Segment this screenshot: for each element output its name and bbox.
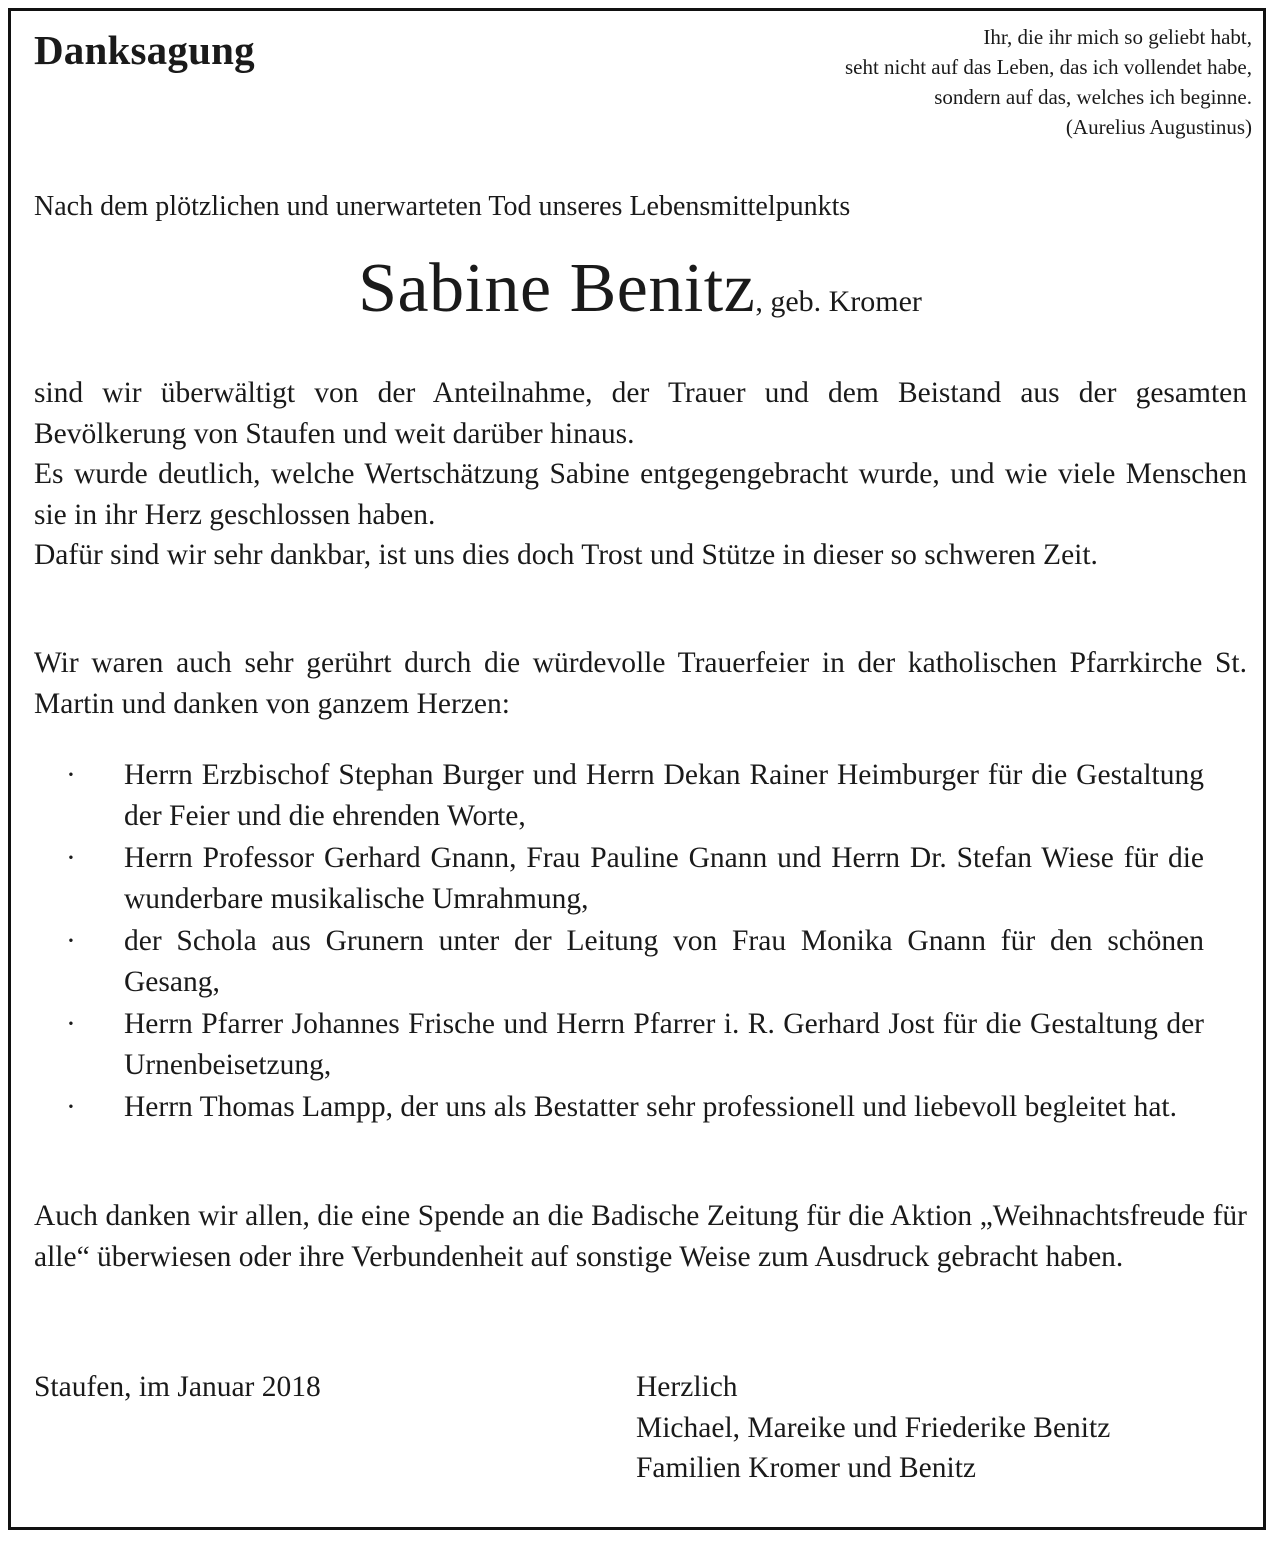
thanks-list — [34, 755, 1204, 1130]
paragraph-text: sind wir überwältigt von der Anteilnahme, der Trauer und dem Beistand aus der gesamten Bevölkerung von Staufen und weit darüber hinaus. — [34, 377, 1247, 450]
signature-block — [636, 1367, 1110, 1489]
paragraph-text: Dafür sind wir sehr dankbar, ist uns dies doch Trost und Stütze in dieser so schweren Zeit. — [34, 539, 1098, 571]
deceased-maiden-name: , geb. Kromer — [755, 285, 922, 318]
deceased-name: Sabine Benitz — [358, 250, 756, 327]
paragraph-text: Es wurde deutlich, welche Wertschätzung Sabine entgegengebracht wurde, und wie viele Menschen sie in ihr Herz geschlossen haben. — [34, 458, 1247, 531]
bullet-icon: · — [66, 925, 76, 957]
bullet-icon: · — [66, 842, 76, 874]
list-item-text: Herrn Thomas Lampp, der uns als Bestatter sehr professionell und liebevoll begleitet hat. — [124, 1091, 1177, 1123]
motto-line: seht nicht auf das Leben, das ich vollendet habe, — [844, 55, 1252, 79]
deceased-name-line — [0, 250, 1280, 327]
motto-line: Ihr, die ihr mich so geliebt habt, — [983, 25, 1252, 49]
list-item — [34, 1087, 1204, 1128]
list-item — [34, 755, 1204, 836]
list-item-text: der Schola aus Grunern unter der Leitung von Frau Monika Gnann für den schönen Gesang, — [124, 925, 1204, 998]
list-item — [34, 838, 1204, 919]
paragraph-donation: Auch danken wir allen, die eine Spende an die Badische Zeitung für die Aktion „Weihnachtsfreude für alle“ überwiesen oder ihre Verbundenheit auf sonstige Weise zum Ausdruck gebracht haben. — [34, 1200, 1247, 1273]
list-item-text: Herrn Professor Gerhard Gnann, Frau Pauline Gnann und Herrn Dr. Stefan Wiese für die wunderbare musikalische Umrahmung, — [124, 842, 1204, 915]
list-item — [34, 1004, 1204, 1085]
signature-line: Michael, Mareike und Friederike Benitz — [636, 1411, 1111, 1444]
bullet-icon: · — [66, 759, 76, 791]
motto-quote — [652, 22, 1252, 142]
list-item-text: Herrn Pfarrer Johannes Frische und Herrn Pfarrer i. R. Gerhard Jost für die Gestaltung der Urnenbeisetzung, — [124, 1008, 1204, 1081]
list-item — [34, 921, 1204, 1002]
motto-attribution: (Aurelius Augustinus) — [1065, 115, 1252, 139]
signature-line: Familien Kromer und Benitz — [636, 1452, 976, 1484]
signature-greeting: Herzlich — [636, 1371, 738, 1403]
place-date: Staufen, im Januar 2018 — [34, 1371, 321, 1403]
bullet-icon: · — [66, 1091, 76, 1123]
motto-line: sondern auf das, welches ich beginne. — [934, 85, 1252, 109]
list-item-text: Herrn Erzbischof Stephan Burger und Herrn Dekan Rainer Heimburger für die Gestaltung der Feier und die ehrenden Worte, — [124, 759, 1204, 832]
intro-line: Nach dem plötzlichen und unerwarteten Tod unseres Lebensmittelpunkts — [34, 191, 851, 222]
bullet-icon: · — [66, 1008, 76, 1040]
paragraph-gratitude — [34, 373, 1247, 576]
notice-heading: Danksagung — [34, 27, 255, 73]
paragraph-funeral: Wir waren auch sehr gerührt durch die würdevolle Trauerfeier in der katholischen Pfarrkirche St. Martin und danken von ganzem Herzen: — [34, 647, 1247, 720]
